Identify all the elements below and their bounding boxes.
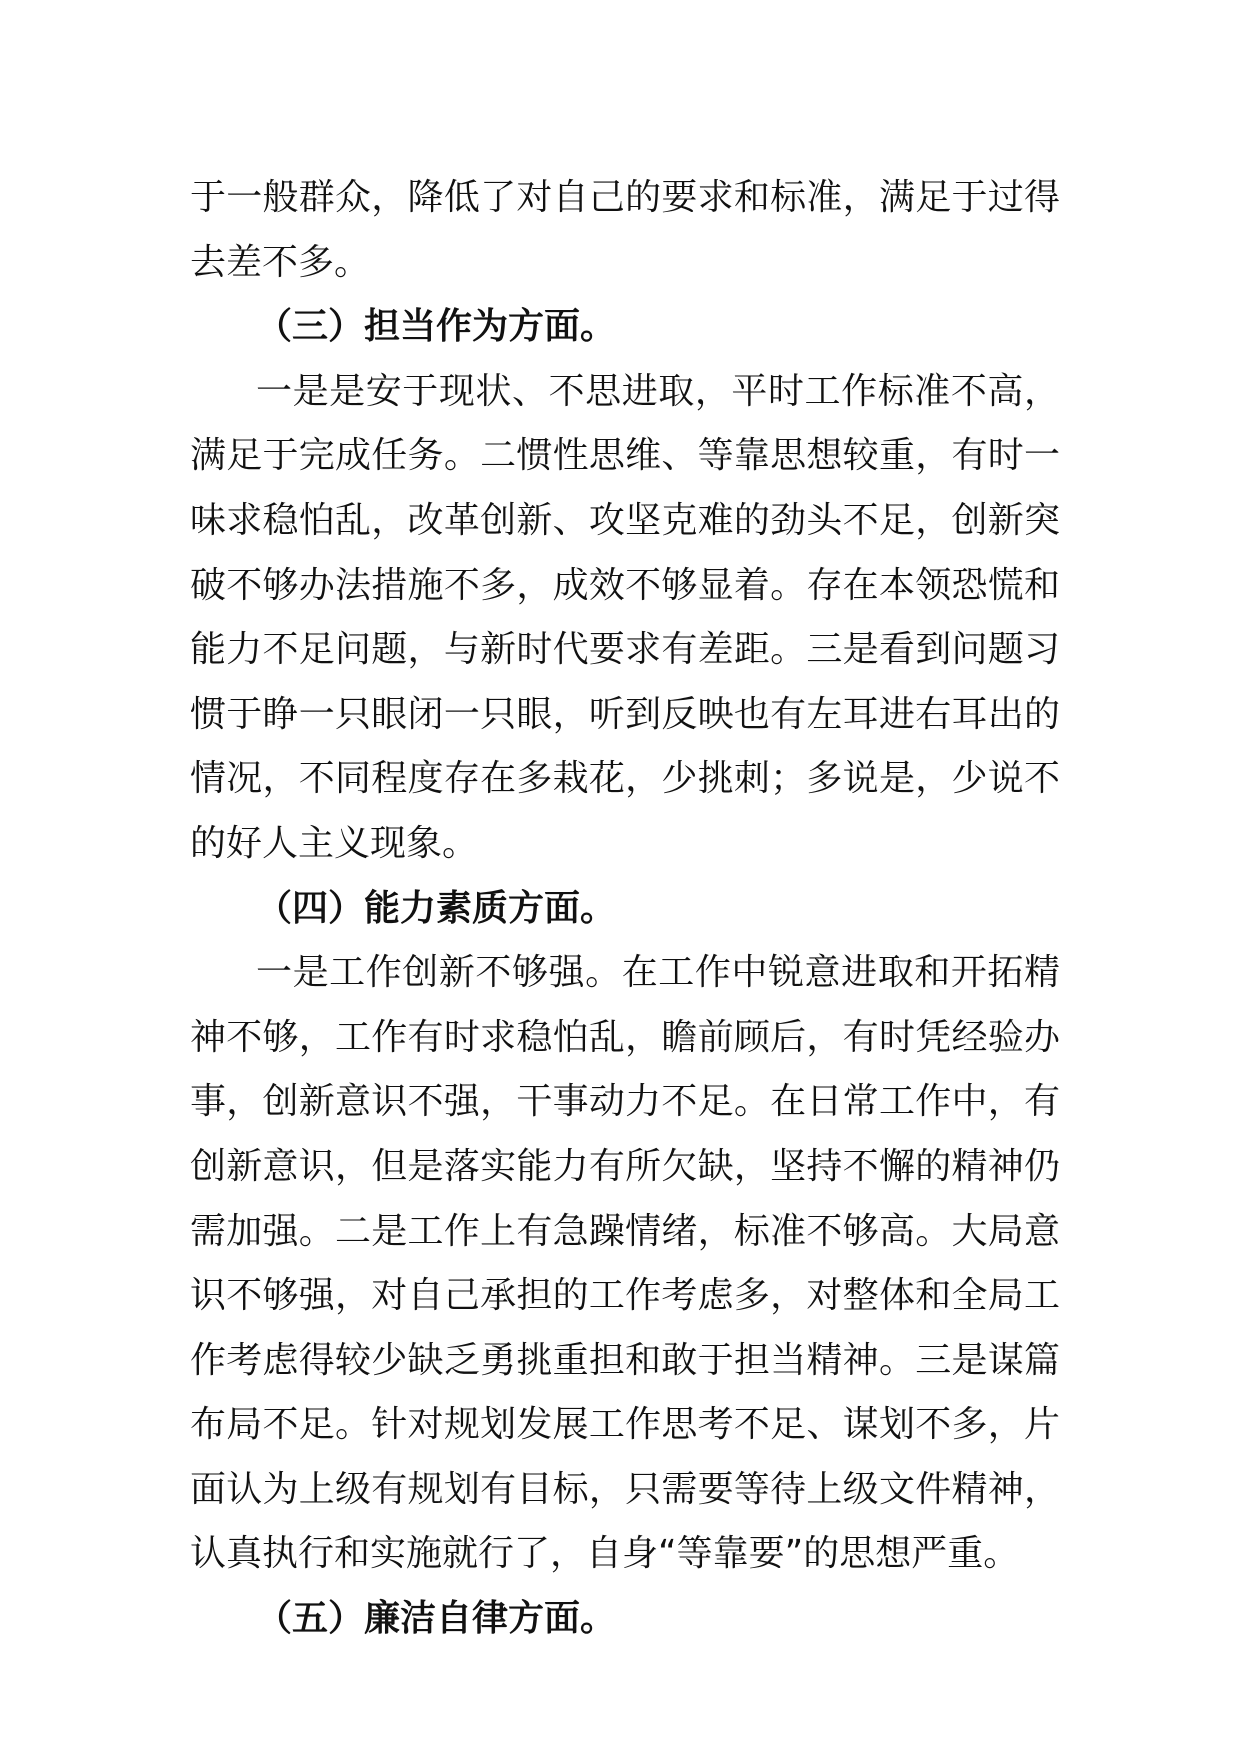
section-heading-4: （四）能力素质方面。 [256,887,617,929]
paragraph-responsibility: 一是是安于现状、不思进取，平时工作标准不高，满足于完成任务。二惯性思维、等靠思想较重，有时一味求稳怕乱，改革创新、攻坚克难的劲头不足，创新突破不够办法措施不多，成效不够显着。存在本领恐慌和能力不足问题，与新时代要求有差距。三是看到问题习惯于睁一只眼闭一只眼，听到反映也有左耳进右耳出的情况，不同程度存在多栽花，少挑刺；多说是，少说不的好人主义现象。 [190,370,1060,864]
section-heading-5: （五）廉洁自律方面。 [256,1598,617,1640]
document-body [190,166,1060,1652]
section-heading-3: （三）担当作为方面。 [256,306,617,348]
paragraph-ability: 一是工作创新不够强。在工作中锐意进取和开拓精神不够，工作有时求稳怕乱，瞻前顾后，有时凭经验办事，创新意识不强，干事动力不足。在日常工作中，有创新意识，但是落实能力有所欠缺，坚持不懈的精神仍需加强。二是工作上有急躁情绪，标准不够高。大局意识不够强，对自己承担的工作考虑多，对整体和全局工作考虑得较少缺乏勇挑重担和敢于担当精神。三是谋篇布局不足。针对规划发展工作思考不足、谋划不多，片面认为上级有规划有目标，只需要等待上级文件精神，认真执行和实施就行了，自身“等靠要”的思想严重。 [190,952,1060,1575]
paragraph-continuation: 于一般群众，降低了对自己的要求和标准，满足于过得去差不多。 [190,177,1060,283]
